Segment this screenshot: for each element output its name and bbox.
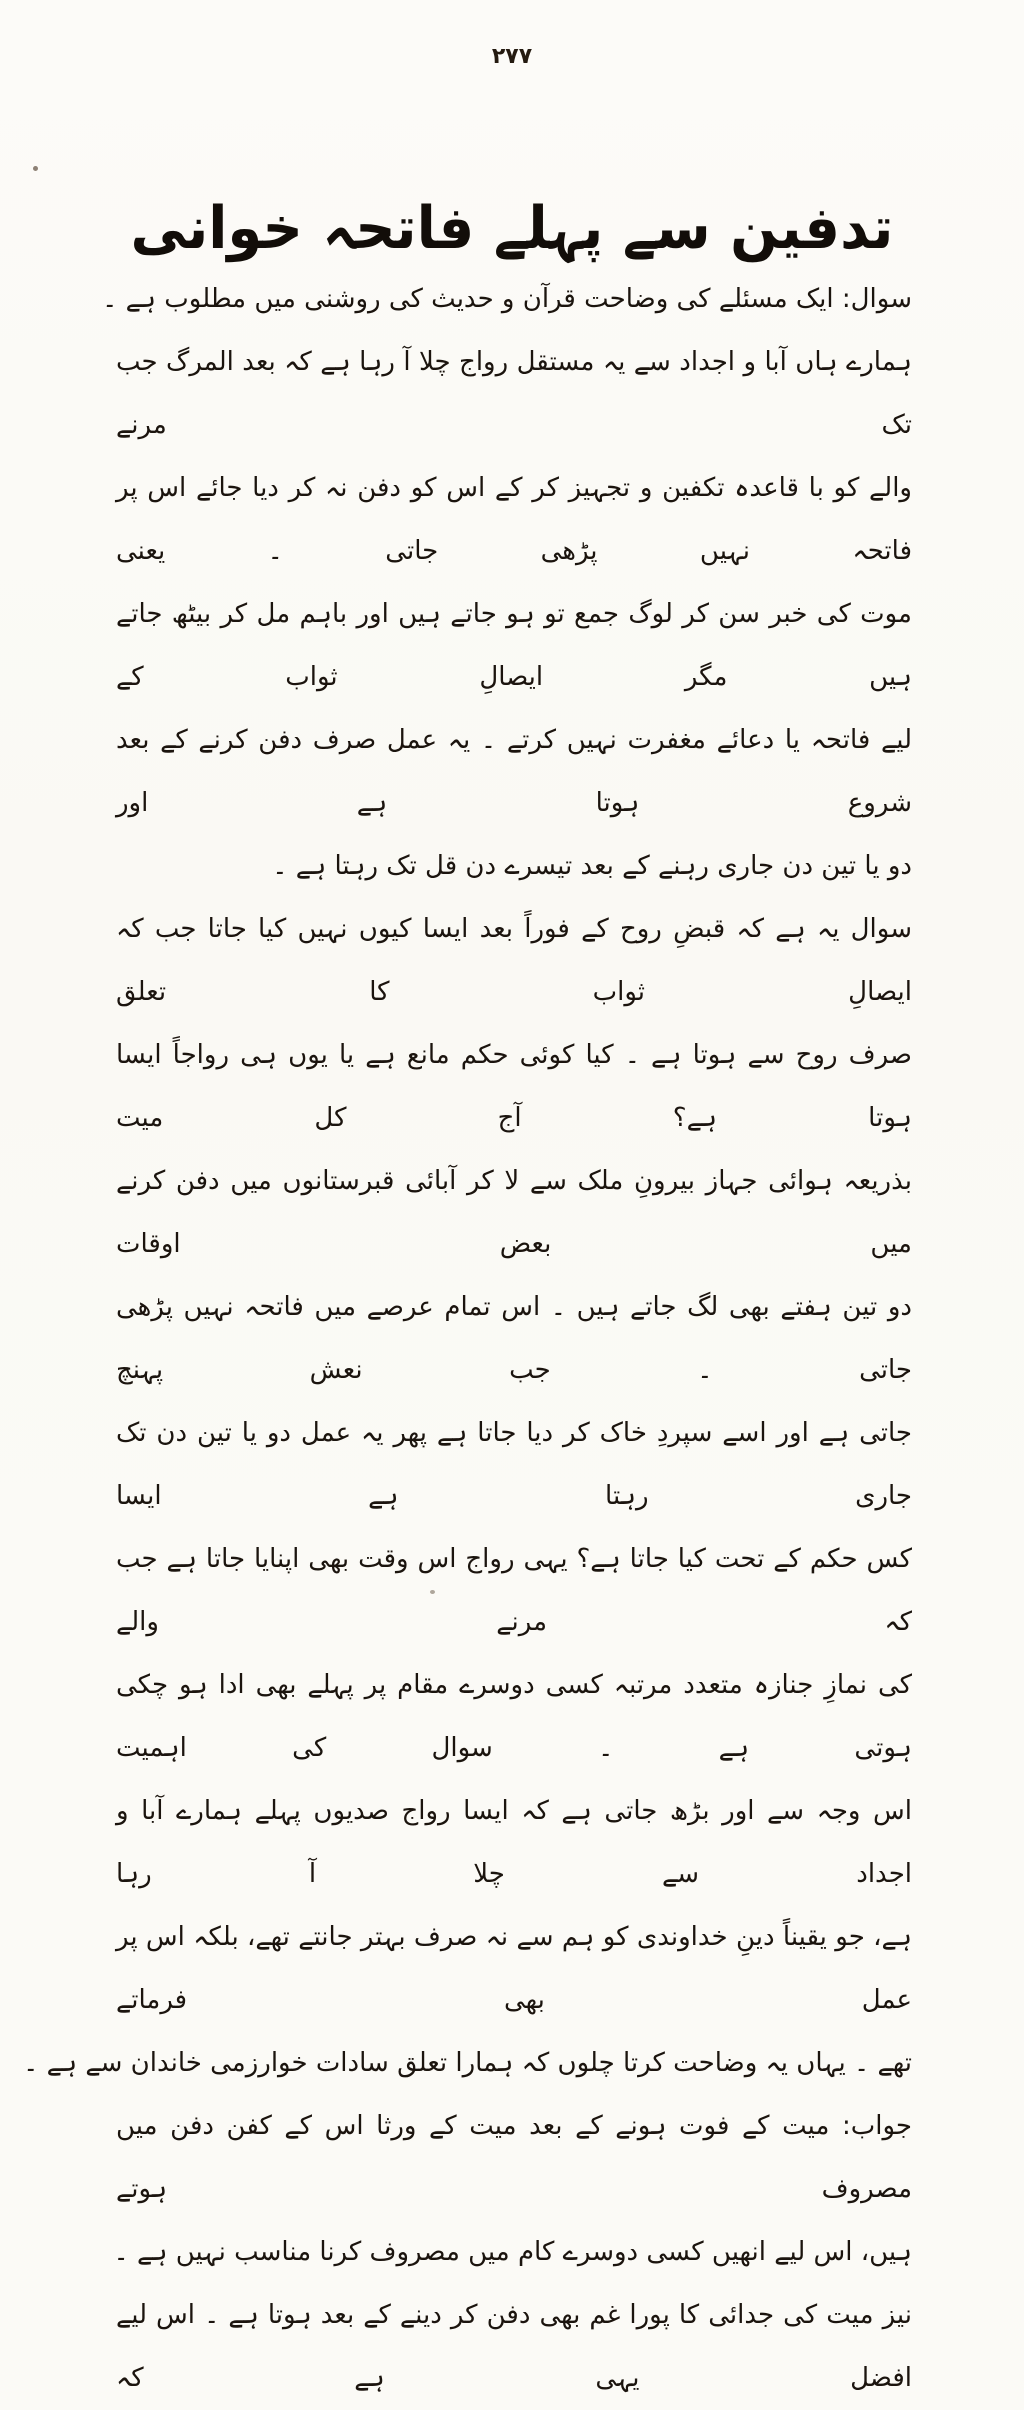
text-line: تھے ۔ یہاں یہ وضاحت کرتا چلوں کہ ہمارا تعلق سادات خوارزمی خاندان سے ہے ۔ xyxy=(23,2048,912,2078)
text-line: سوال: ایک مسئلے کی وضاحت قرآن و حدیث کی روشنی میں مطلوب ہے ۔ xyxy=(102,284,912,314)
text-line: اس وجہ سے اور بڑھ جاتی ہے کہ ایسا رواج صدیوں پہلے ہمارے آبا و اجداد سے چلا آ رہا xyxy=(116,1796,912,1889)
paragraph-answer-continued xyxy=(116,2284,912,2410)
text-line: صرف روح سے ہوتا ہے ۔ کیا کوئی حکم مانع ہے یا یوں ہی رواجاً ایسا ہوتا ہے؟ آج کل میت xyxy=(116,1040,912,1133)
text-line: جاتی ہے اور اسے سپردِ خاک کر دیا جاتا ہے پھر یہ عمل دو یا تین دن تک جاری رہتا ہے ایسا xyxy=(116,1418,912,1511)
text-line: نیز میت کی جدائی کا پورا غم بھی دفن کر دینے کے بعد ہوتا ہے ۔ اس لیے افضل یہی ہے کہ xyxy=(116,2300,912,2393)
paragraph-question-intro xyxy=(102,268,912,331)
text-line: ہمارے ہاں آبا و اجداد سے یہ مستقل رواج چلا آ رہا ہے کہ بعد المرگ جب تک مرنے xyxy=(116,347,912,440)
text-line: ہیں، اس لیے انھیں کسی دوسرے کام میں مصروف کرنا مناسب نہیں ہے ۔ xyxy=(113,2237,912,2267)
paragraph-question-body xyxy=(116,331,912,898)
text-line: کس حکم کے تحت کیا جاتا ہے؟ یہی رواج اس وقت بھی اپنایا جاتا ہے جب کہ مرنے والے xyxy=(116,1544,912,1637)
page-number: ۲۷۷ xyxy=(491,44,533,69)
text-line: ہے، جو یقیناً دینِ خداوندی کو ہم سے نہ صرف بہتر جانتے تھے، بلکہ اس پر عمل بھی فرماتے xyxy=(116,1922,912,2015)
text-line: والے کو با قاعدہ تکفین و تجہیز کر کے اس کو دفن نہ کر دیا جائے اس پر فاتحہ نہیں پڑھی جاتی ۔ یعنی xyxy=(116,473,912,566)
scan-speck xyxy=(33,166,38,171)
text-line: بذریعہ ہوائی جہاز بیرونِ ملک سے لا کر آبائی قبرستانوں میں دفن کرنے میں بعض اوقات xyxy=(116,1166,912,1259)
paragraph-question-detail xyxy=(23,898,912,2095)
text-line: دو تین ہفتے بھی لگ جاتے ہیں ۔ اس تمام عرصے میں فاتحہ نہیں پڑھی جاتی ۔ جب نعش پہنچ xyxy=(116,1292,912,1385)
paragraph-answer xyxy=(113,2095,912,2284)
page-body-text xyxy=(23,268,912,2410)
text-line: موت کی خبر سن کر لوگ جمع تو ہو جاتے ہیں اور باہم مل کر بیٹھ جاتے ہیں مگر ایصالِ ثواب کے xyxy=(116,599,912,692)
text-line: جواب: میت کے فوت ہونے کے بعد میت کے ورثا اس کے کفن دفن میں مصروف ہوتے xyxy=(116,2111,912,2204)
text-line: لیے فاتحہ یا دعائے مغفرت نہیں کرتے ۔ یہ عمل صرف دفن کرنے کے بعد شروع ہوتا ہے اور xyxy=(116,725,912,818)
text-line: سوال یہ ہے کہ قبضِ روح کے فوراً بعد ایسا کیوں نہیں کیا جاتا جب کہ ایصالِ ثواب کا تعلق xyxy=(116,914,912,1007)
text-line: کی نمازِ جنازہ متعدد مرتبہ کسی دوسرے مقام پر پہلے بھی ادا ہو چکی ہوتی ہے ۔ سوال کی اہمیت xyxy=(116,1670,912,1763)
chapter-title: تدفین سے پہلے فاتحہ خوانی xyxy=(130,193,894,263)
text-line: دو یا تین دن جاری رہنے کے بعد تیسرے دن قل تک رہتا ہے ۔ xyxy=(272,851,912,881)
